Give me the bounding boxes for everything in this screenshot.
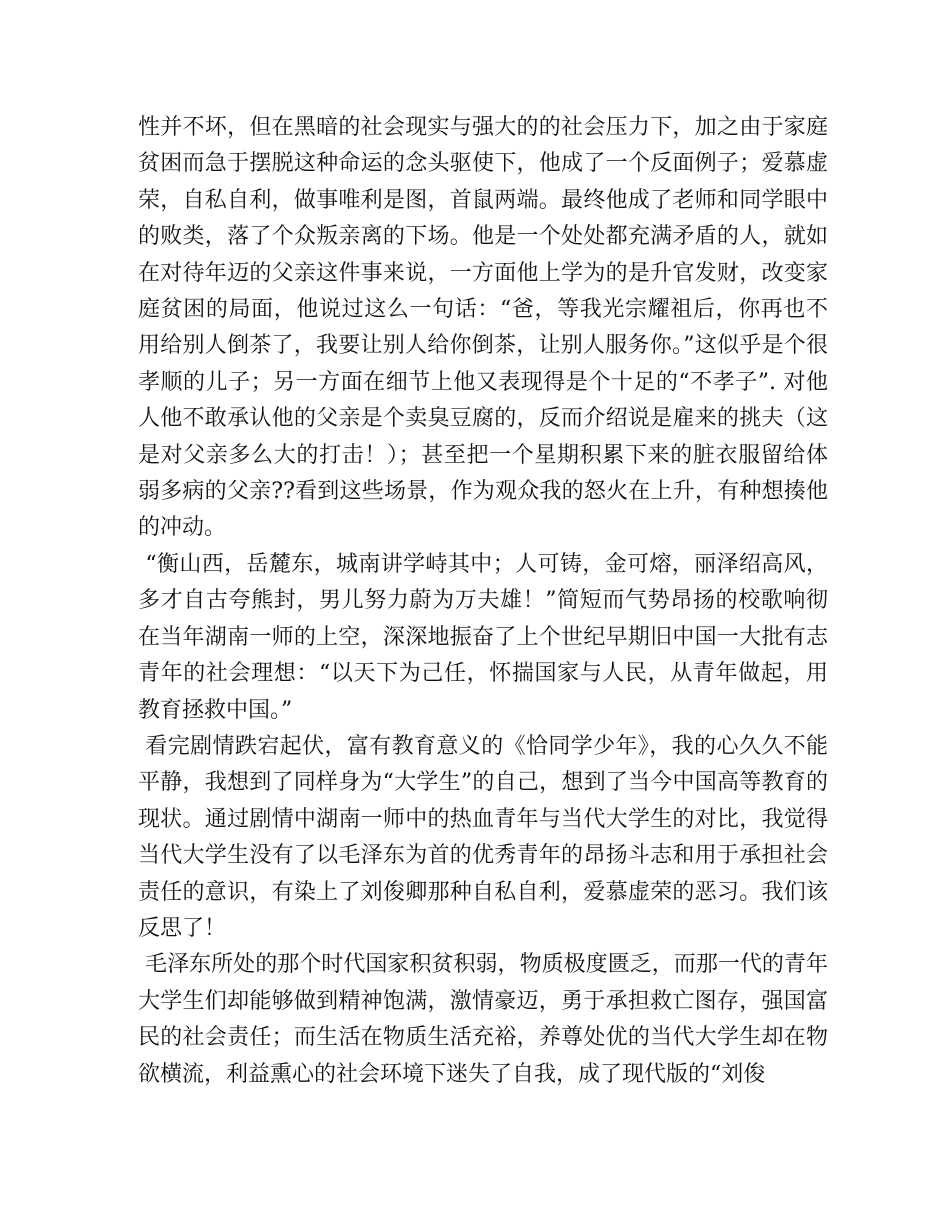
paragraph-era-comparison: 毛泽东所处的那个时代国家积贫积弱，物质极度匮乏，而那一代的青年大学生们却能够做到精神饱满，激情豪迈，勇于承担救亡图存，强国富民的社会责任；而生活在物质生活充裕，养尊处优的当代大学生却在物欲横流，利益熏心的社会环境下迷失了自我，成了现代版的“刘俊: [138, 952, 828, 1087]
paragraph-reflection: 看完剧情跌宕起伏，富有教育意义的《恰同学少年》，我的心久久不能平静，我想到了同样身为“大学生”的自己，想到了当今中国高等教育的现状。通过剧情中湖南一师中的热血青年与当代大学生的对比，我觉得当代大学生没有了以毛泽东为首的优秀青年的昂扬斗志和用于承担社会责任的意识，有染上了刘俊卿那种自私自利，爱慕虚荣的恶习。我们该反思了！: [138, 733, 828, 941]
document-body: [138, 110, 828, 1093]
paragraph-liu-junqing-character: 性并不坏，但在黑暗的社会现实与强大的的社会压力下，加之由于家庭贫困而急于摆脱这种命运的念头驱使下，他成了一个反面例子；爱慕虚荣，自私自利，做事唯利是图，首鼠两端。最终他成了老师和同学眼中的败类，落了个众叛亲离的下场。他是一个处处都充满矛盾的人，就如在对待年迈的父亲这件事来说，一方面他上学为的是升官发财，改变家庭贫困的局面，他说过这么一句话：“爸，等我光宗耀祖后，你再也不用给别人倒茶了，我要让别人给你倒茶，让别人服务你。”这似乎是个很孝顺的儿子；另一方面在细节上他又表现得是个十足的“不孝子”. 对他人他不敢承认他的父亲是个卖臭豆腐的，反而介绍说是雇来的挑夫（这是对父亲多么大的打击！）；甚至把一个星期积累下来的脏衣服留给体弱多病的父亲??看到这些场景，作为观众我的怒火在上升，有种想揍他的冲动。: [138, 115, 828, 541]
paragraph-school-song: “衡山西，岳麓东，城南讲学峙其中；人可铸，金可熔，丽泽绍高风，多才自古夸熊封，男儿努力蔚为万夫雄！”简短而气势昂扬的校歌响彻在当年湖南一师的上空，深深地振奋了上个世纪早期旧中国一大批有志青年的社会理想：“以天下为己任，怀揣国家与人民，从青年做起，用教育拯救中国。”: [138, 551, 828, 723]
